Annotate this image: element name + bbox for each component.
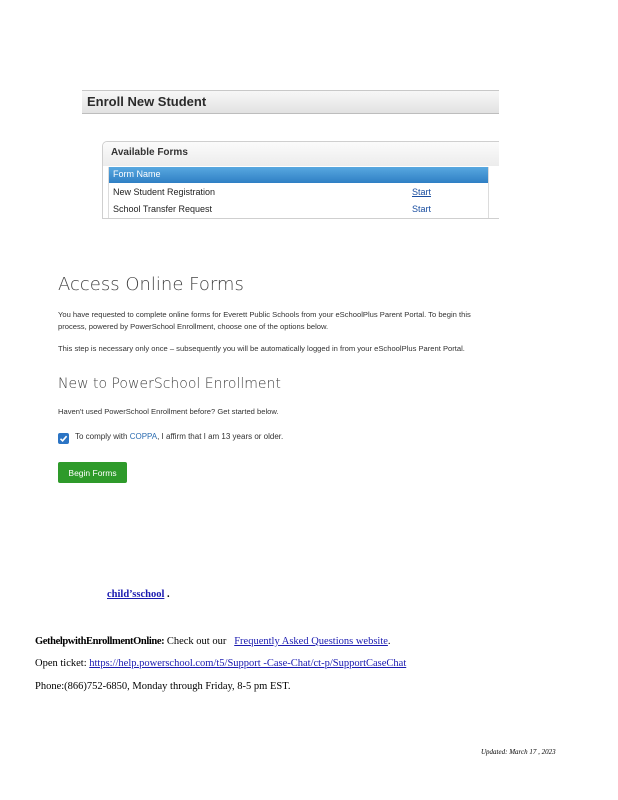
enroll-title: Enroll New Student — [87, 94, 207, 109]
available-forms-header — [103, 142, 499, 166]
forms-table — [108, 167, 489, 218]
help-line — [35, 636, 391, 647]
ticket-label: Open ticket: — [35, 658, 87, 669]
available-forms-panel — [102, 141, 499, 219]
check-icon — [59, 434, 68, 443]
coppa-suffix: , I affirm that I am 13 years or older. — [157, 432, 284, 441]
form-name: School Transfer Request — [113, 204, 213, 214]
table-row — [109, 201, 488, 218]
new-enrollment-title: New to PowerSchool Enrollment — [58, 376, 281, 392]
info-paragraph: This step is necessary only once – subsequently you will be automatically logged in from your eSchoolPlus Parent Portal. — [58, 344, 465, 353]
coppa-checkbox[interactable] — [58, 433, 69, 444]
help-text: Check out our — [164, 636, 229, 647]
phone-line: Phone:(866)752-6850, Monday through Friday, 8-5 pm EST. — [35, 681, 291, 692]
child-school-suffix: . — [167, 589, 170, 600]
faq-link[interactable]: Frequently Asked Questions website — [234, 636, 388, 647]
intro-paragraph: You have requested to complete online forms for Everett Public Schools from your eSchoolPlus Parent Portal. To begin this process, powered by PowerSchool Enrollment, choose one of the options below. — [58, 310, 471, 331]
help-label: GethelpwithEnrollmentOnline: — [35, 636, 165, 647]
available-forms-title: Available Forms — [111, 147, 188, 158]
forms-table-header[interactable] — [109, 167, 488, 183]
form-name-column-header[interactable]: Form Name — [113, 169, 161, 179]
coppa-link[interactable]: COPPA — [129, 432, 158, 441]
ticket-line — [35, 658, 406, 669]
child-school-link[interactable]: child’sschool — [107, 589, 165, 600]
new-enrollment-text: Haven't used PowerSchool Enrollment before? Get started below. — [58, 407, 279, 416]
start-link[interactable]: Start — [412, 187, 432, 197]
coppa-prefix: To comply with — [75, 432, 130, 441]
access-online-forms-title: Access Online Forms — [58, 274, 244, 295]
start-link[interactable]: Start — [412, 204, 432, 214]
coppa-label — [75, 432, 283, 441]
table-row — [109, 184, 488, 201]
form-name: New Student Registration — [113, 187, 216, 197]
begin-forms-button[interactable]: Begin Forms — [58, 462, 127, 483]
help-suffix: . — [387, 636, 391, 647]
child-school-line — [107, 589, 170, 600]
ticket-link[interactable]: https://help.powerschool.com/t5/Support -Case-Chat/ct-p/SupportCaseChat — [89, 658, 407, 669]
updated-date: Updated: March 17 , 2023 — [481, 748, 556, 756]
enroll-new-student-header — [82, 90, 499, 114]
